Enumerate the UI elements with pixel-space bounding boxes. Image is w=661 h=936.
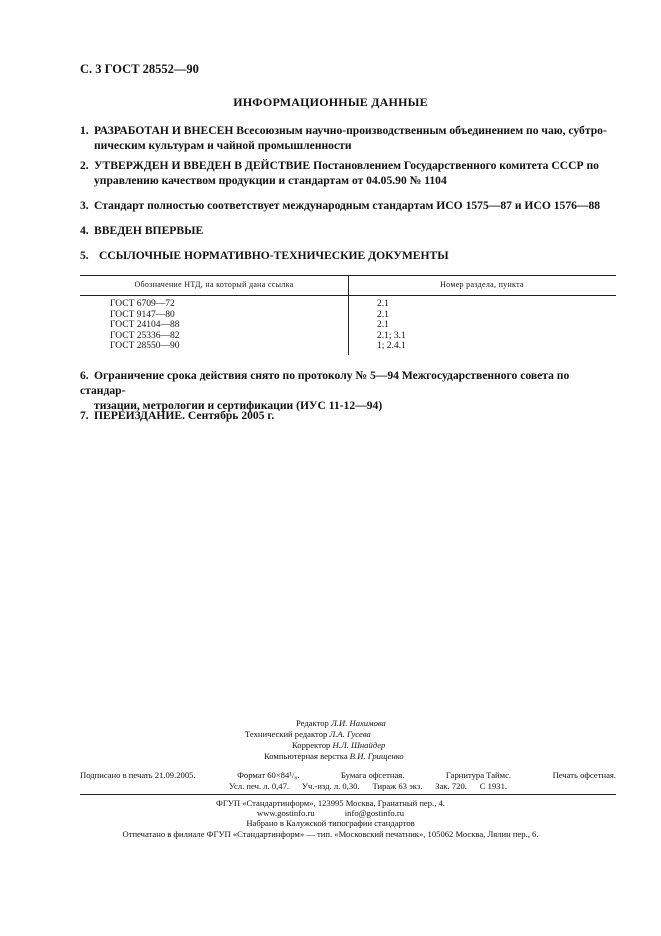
- item-text: Стандарт полностью соответствует международным стандартам ИСО 1575—87 и ИСО 1576—88: [94, 199, 601, 212]
- item-text: Постановлением Государственного комитета СССР по: [310, 159, 599, 172]
- info-item-1: [80, 123, 616, 153]
- table-cell-ref: 2.1: [377, 299, 389, 309]
- table-cell-ref: 2.1: [377, 320, 389, 331]
- publication-info-row1: [80, 770, 616, 781]
- item-number: 4.: [80, 224, 89, 237]
- order-number: Зак. 720.: [435, 781, 467, 791]
- info-item-1-line1: [80, 123, 616, 138]
- paper-type: Бумага офсетная.: [340, 770, 405, 780]
- credit-name: В.И. Грищенко: [349, 751, 404, 761]
- info-item-4: [80, 223, 616, 238]
- print-method: Печать офсетная.: [552, 770, 616, 780]
- item-number: 6.: [80, 369, 89, 382]
- info-item-7: [80, 408, 616, 423]
- info-item-3: [80, 198, 616, 213]
- table-cell-ref: 2.1: [377, 309, 389, 320]
- credit-corrector: [292, 740, 385, 751]
- info-item-5: [80, 248, 616, 263]
- item-text: Ограничение срока действия снято по протоколу № 5—94 Межгосударственного совета по стандар-: [80, 369, 570, 397]
- credit-label: Компьютерная верстка: [264, 751, 348, 761]
- credit-label: Редактор: [296, 718, 329, 728]
- credit-layout: [264, 751, 404, 762]
- signed-date: Подписано в печать 21.09.2005.: [80, 770, 196, 780]
- table-column-doc: [110, 299, 180, 352]
- credit-editor: [296, 718, 386, 729]
- paper-format: Формат 60×84¹/₈.: [237, 770, 300, 780]
- item-text: ССЫЛОЧНЫЕ НОРМАТИВНО-ТЕХНИЧЕСКИЕ ДОКУМЕНТЫ: [99, 249, 449, 262]
- print-sheets: Усл. печ. л. 0,47.: [228, 781, 290, 791]
- publication-info: [80, 770, 616, 795]
- item-number: 7.: [80, 409, 89, 422]
- table-cell-ref: 2.1; 3.1: [377, 330, 406, 341]
- item-text: Всесоюзным научно-производственным объединением по чаю, субтро-: [233, 124, 607, 137]
- info-item-2: [80, 158, 616, 188]
- item-text: ВВЕДЕН ВПЕРВЫЕ: [94, 224, 204, 237]
- credit-label: Технический редактор: [245, 729, 328, 739]
- publication-code: С 1931.: [479, 781, 508, 791]
- publisher-sheets: Уч.-изд. л. 0,30.: [301, 781, 360, 791]
- credit-name: Л.А. Гусева: [329, 729, 371, 739]
- page-header: С. 3 ГОСТ 28552—90: [80, 62, 199, 76]
- typeface: Гарнитура Таймс.: [445, 770, 512, 780]
- publication-info-row2: [80, 781, 616, 792]
- info-item-6: [80, 368, 616, 413]
- info-item-6-line2: тизации, метрологии и сертификации (ИУС 11-12—94): [94, 399, 383, 412]
- credit-name: Н.Л. Шнайдер: [332, 740, 386, 750]
- table-header-doc: Обозначение НТД, на который дана ссылка: [134, 280, 294, 289]
- printing-note: Отпечатано в филиале ФГУП «Стандартинформ» — тип. «Московский печатник», 105062 Москва, Лялин пер., 6.: [122, 828, 539, 839]
- table-cell-doc: ГОСТ 24104—88: [110, 320, 180, 331]
- credit-name: Л.И. Нахимова: [331, 718, 386, 728]
- info-item-1-line2: пическим культурам и чайной промышленности: [94, 139, 352, 152]
- publication-divider: [80, 794, 616, 795]
- printer-info: [0, 798, 661, 839]
- info-item-2-line1: [80, 158, 616, 173]
- item-lead: РАЗРАБОТАН И ВНЕСЕН: [94, 124, 234, 137]
- item-number: 1.: [80, 124, 89, 137]
- table-cell-ref: 1; 2.4.1: [377, 341, 406, 352]
- table-cell-doc: ГОСТ 9147—80: [110, 309, 175, 320]
- publisher-email: info@gostinfo.ru: [344, 808, 405, 819]
- print-run: Тираж 63 экз.: [372, 781, 423, 791]
- typesetting-note: Набрано в Калужской типографии стандартов: [246, 818, 415, 829]
- credit-tech-editor: [245, 729, 371, 740]
- table-header-ref: Номер раздела, пункта: [440, 280, 524, 289]
- table-cell-doc: ГОСТ 6709—72: [110, 299, 175, 309]
- item-text: ПЕРЕИЗДАНИЕ. Сентябрь 2005 г.: [94, 409, 275, 422]
- item-number: 2.: [80, 159, 89, 172]
- reference-table: [80, 275, 616, 355]
- credit-label: Корректор: [292, 740, 331, 750]
- item-number: 5.: [80, 249, 89, 262]
- info-item-2-line2: управлению качеством продукции и стандартам от 04.05.90 № 1104: [94, 174, 447, 187]
- table-cell-doc: ГОСТ 28550—90: [110, 341, 180, 352]
- item-lead: УТВЕРЖДЕН И ВВЕДЕН В ДЕЙСТВИЕ: [94, 159, 311, 172]
- info-item-6-line1: [80, 368, 616, 398]
- table-cell-doc: ГОСТ 25336—82: [110, 330, 180, 341]
- publisher-contacts: [0, 808, 661, 818]
- item-number: 3.: [80, 199, 89, 212]
- publisher-website: www.gostinfo.ru: [256, 808, 315, 819]
- section-title: ИНФОРМАЦИОННЫЕ ДАННЫЕ: [233, 95, 428, 109]
- table-column-ref: [377, 299, 406, 352]
- publisher-address: ФГУП «Стандартинформ», 123995 Москва, Гранатный пер., 4.: [216, 798, 445, 808]
